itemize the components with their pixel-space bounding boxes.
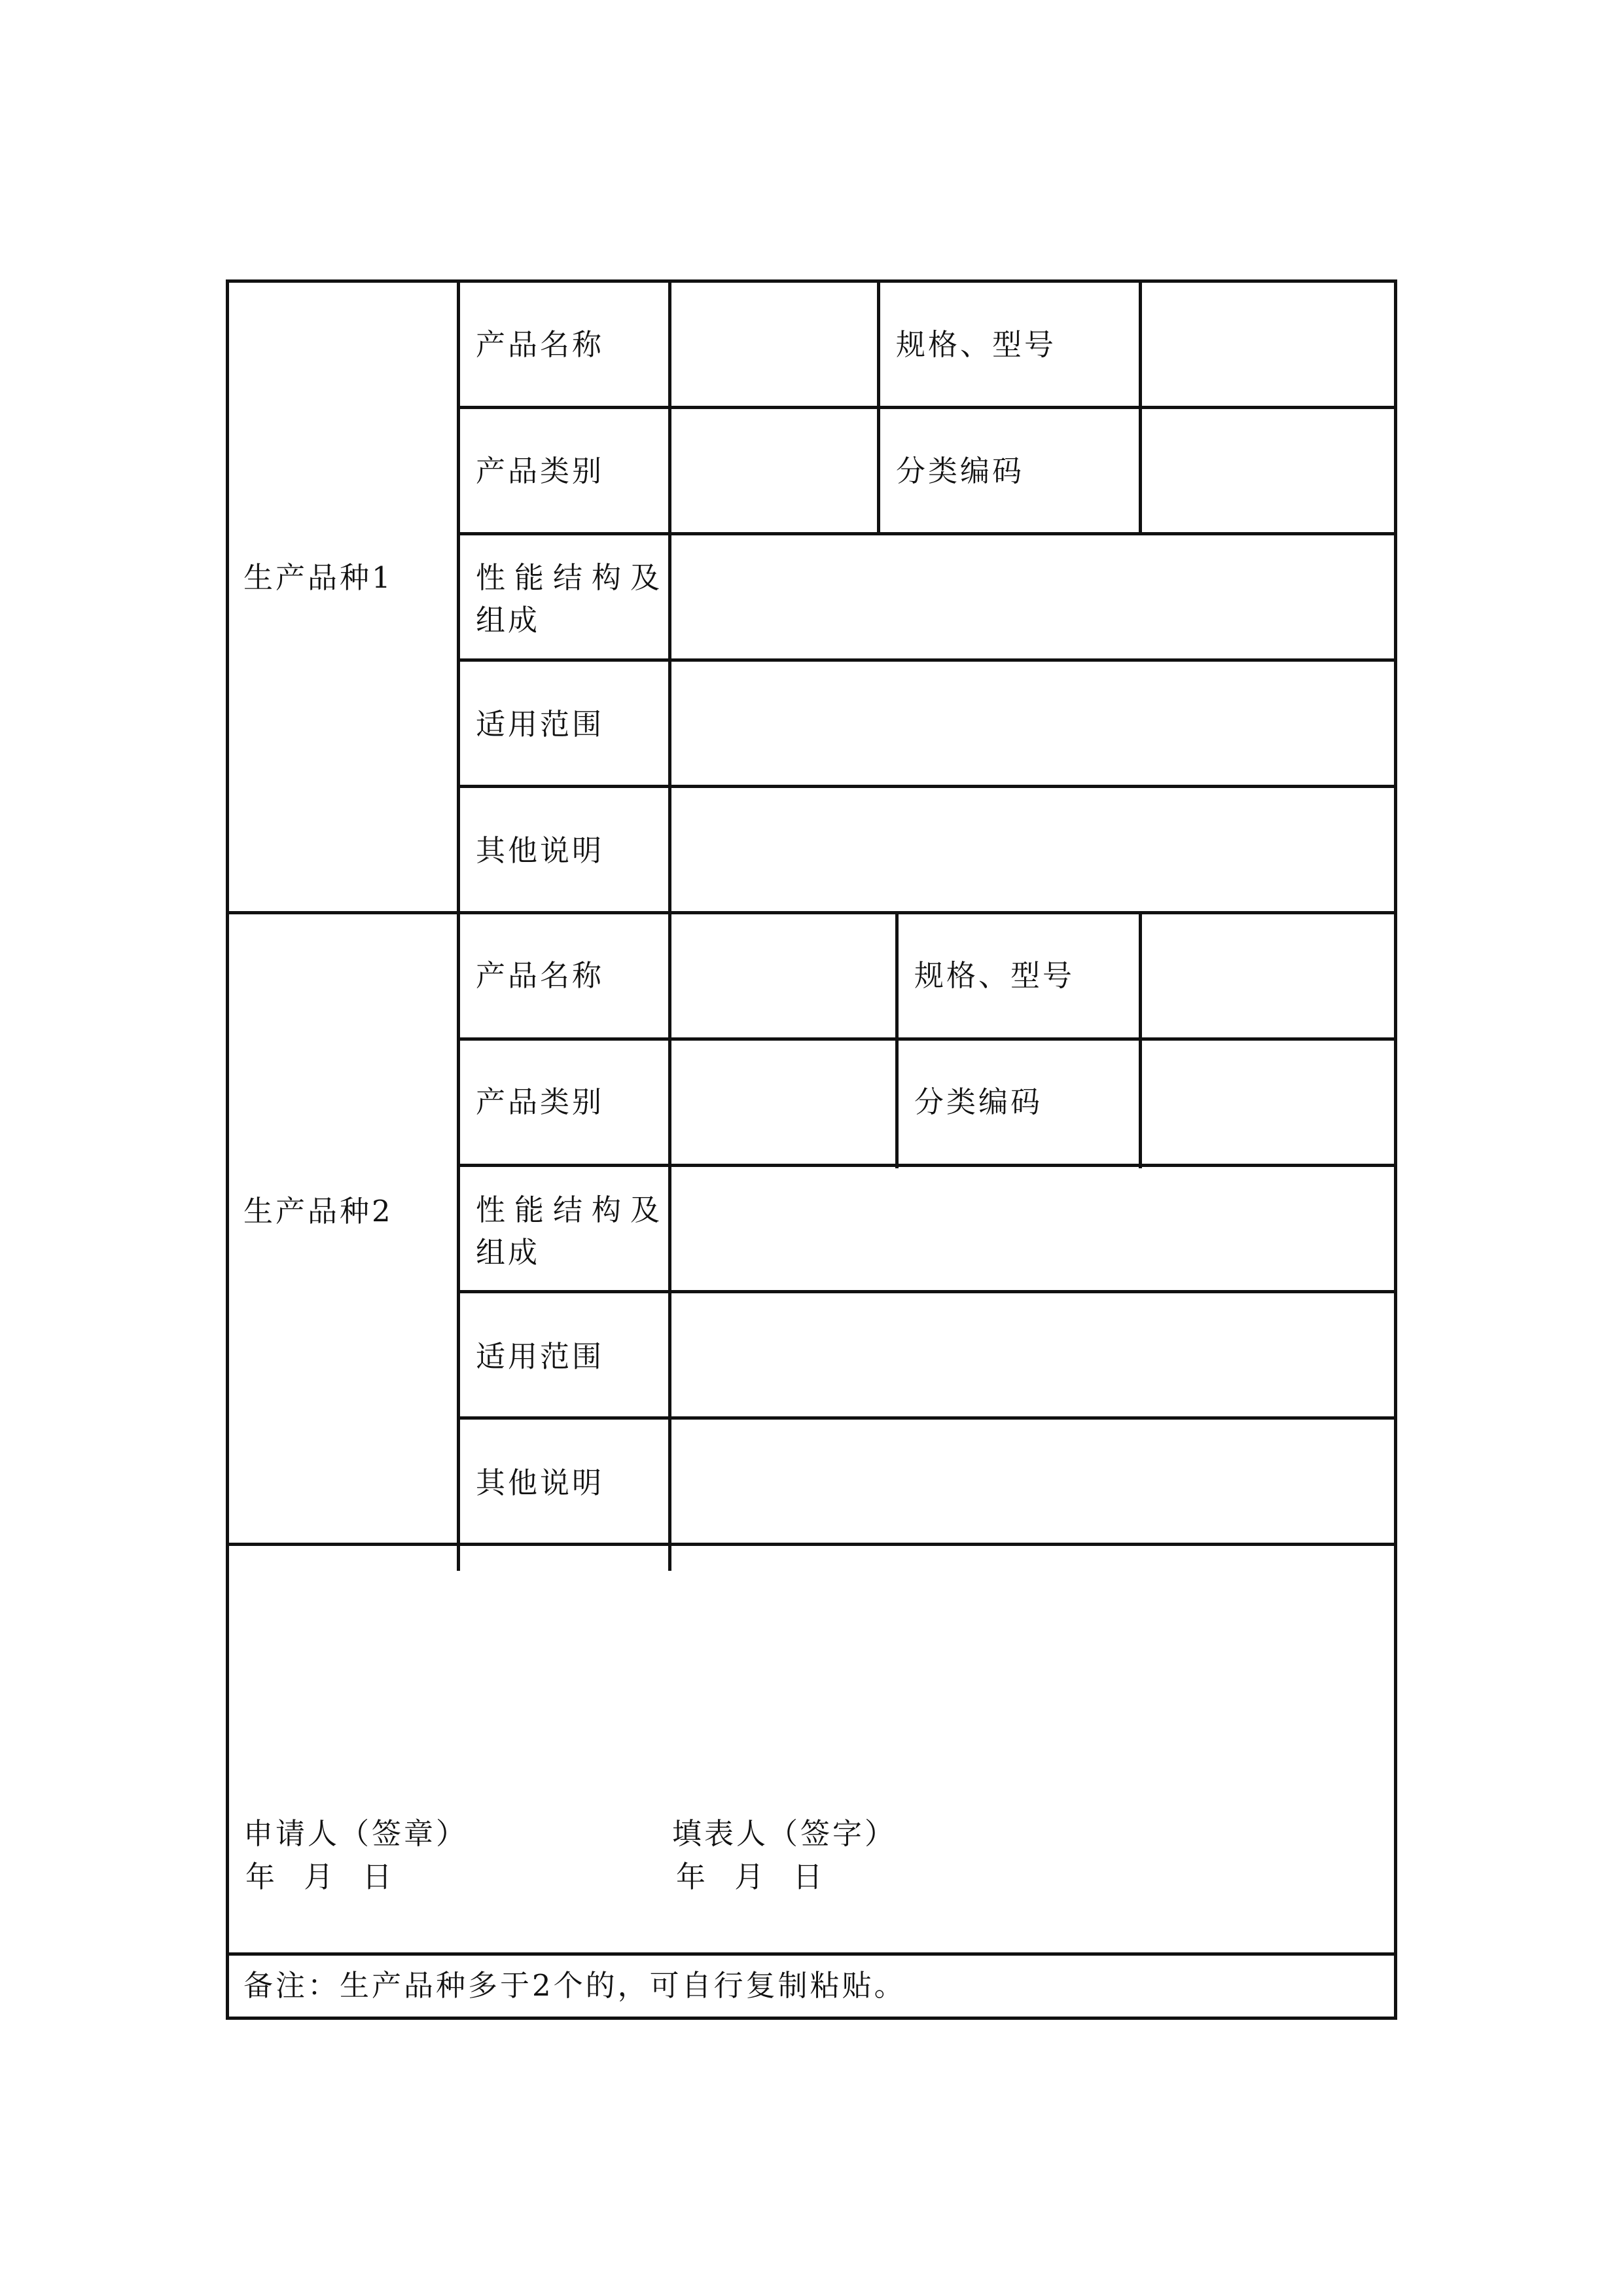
filler-signature-label: 填表人（签字） (672, 1816, 897, 1851)
classification-code-label: 分类编码 (896, 454, 1025, 488)
table-border-right (1394, 279, 1397, 2020)
scope-field[interactable] (671, 662, 1394, 785)
spec-model-label: 规格、型号 (896, 327, 1057, 362)
scope-label: 适用范围 (476, 1339, 605, 1374)
product-name-field[interactable] (671, 283, 877, 406)
performance-structure-label: 性能结构及 (476, 560, 669, 595)
table-border-bottom (226, 2017, 1397, 2020)
footnote: 备注：生产品种多于2个的，可自行复制粘贴。 (243, 1968, 906, 2003)
performance-structure-label: 性能结构及 (476, 1193, 669, 1227)
classification-code-label: 分类编码 (914, 1085, 1043, 1119)
filler-date: 年 月 日 (676, 1859, 825, 1894)
other-notes-label: 其他说明 (476, 1465, 605, 1500)
divider (226, 1952, 1397, 1956)
divider (226, 1543, 1397, 1546)
spec-model-field[interactable] (1142, 283, 1394, 406)
product-category-field[interactable] (671, 1041, 895, 1164)
product-category-field[interactable] (671, 409, 877, 532)
product-category-label: 产品类别 (476, 1085, 605, 1119)
applicant-signature-label: 申请人（签章） (243, 1816, 469, 1851)
performance-structure-field[interactable] (671, 535, 1394, 658)
divider (457, 279, 460, 1571)
section-2-title: 生产品种2 (243, 1194, 393, 1229)
product-category-label: 产品类别 (476, 454, 605, 488)
other-notes-field[interactable] (671, 788, 1394, 911)
scope-field[interactable] (671, 1293, 1394, 1416)
section-1-title: 生产品种1 (243, 560, 393, 595)
other-notes-field[interactable] (671, 1420, 1394, 1543)
scope-label: 适用范围 (476, 707, 605, 742)
spec-model-field[interactable] (1142, 914, 1394, 1037)
classification-code-field[interactable] (1142, 409, 1394, 532)
product-name-label: 产品名称 (476, 327, 605, 362)
applicant-date: 年 月 日 (245, 1859, 395, 1894)
table-border-left (226, 279, 229, 2020)
product-name-field[interactable] (671, 914, 895, 1037)
performance-structure-field[interactable] (671, 1167, 1394, 1290)
spec-model-label: 规格、型号 (914, 958, 1075, 993)
other-notes-label: 其他说明 (476, 833, 605, 868)
classification-code-field[interactable] (1142, 1041, 1394, 1164)
performance-structure-label-line2: 组成 (476, 603, 541, 637)
performance-structure-label-line2: 组成 (476, 1235, 541, 1270)
product-name-label: 产品名称 (476, 958, 605, 993)
